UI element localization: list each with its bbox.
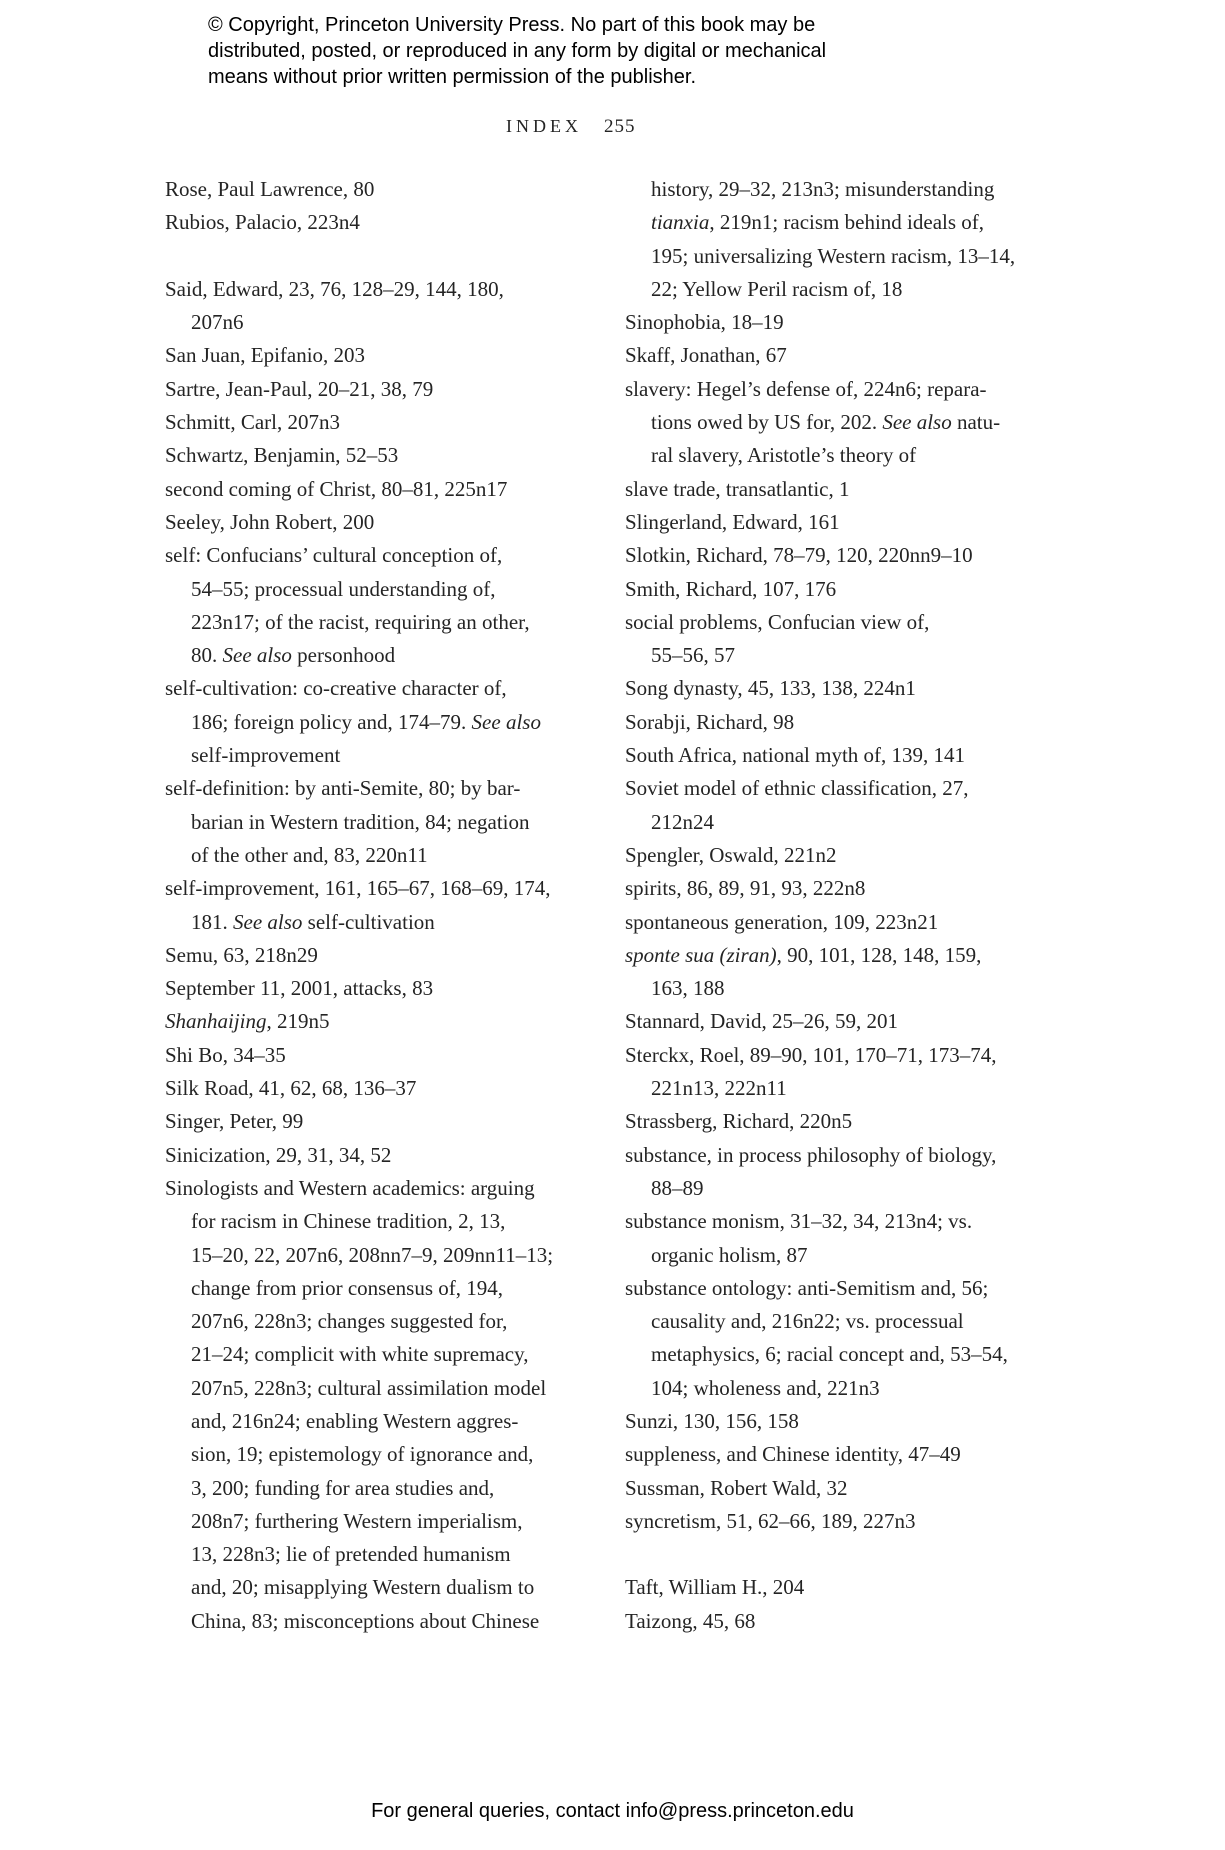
index-line	[165, 539, 615, 572]
index-line	[165, 1338, 615, 1371]
text-run: for racism in Chinese tradition, 2, 13,	[191, 1209, 506, 1234]
index-line	[625, 1105, 1055, 1138]
text-run: tions owed by US for, 202.	[651, 410, 883, 435]
index-line	[165, 1438, 615, 1471]
index-blank-line	[625, 1538, 1055, 1571]
text-run: ral slavery, Aristotle’s theory of	[651, 443, 917, 468]
text-run: Sterckx, Roel, 89–90, 101, 170–71, 173–74,	[625, 1042, 997, 1067]
index-line	[625, 240, 1055, 273]
text-run: 21–24; complicit with white supremacy,	[191, 1342, 529, 1367]
text-run: 181.	[191, 909, 233, 934]
index-line	[165, 1239, 615, 1272]
text-run: Slingerland, Edward, 161	[625, 509, 840, 534]
index-title: INDEX	[506, 116, 582, 136]
index-line	[625, 339, 1055, 372]
index-line	[165, 439, 615, 472]
index-line	[625, 939, 1055, 972]
text-run: self-improvement, 161, 165–67, 168–69, 174,	[165, 876, 551, 901]
text-run: Stannard, David, 25–26, 59, 201	[625, 1009, 898, 1034]
index-line	[625, 1571, 1055, 1604]
index-line	[165, 672, 615, 705]
text-run: self-cultivation	[302, 909, 435, 934]
index-line	[165, 1005, 615, 1038]
text-run: of the other and, 83, 220n11	[191, 842, 428, 867]
text-run: Taft, William H., 204	[625, 1575, 805, 1600]
text-run: causality and, 216n22; vs. processual	[651, 1309, 964, 1334]
index-line	[625, 1272, 1055, 1305]
text-run: Sinologists and Western academics: arguing	[165, 1175, 535, 1200]
text-run: 88–89	[651, 1175, 704, 1200]
text-run: Silk Road, 41, 62, 68, 136–37	[165, 1076, 417, 1101]
text-run: self-definition: by anti-Semite, 80; by bar-	[165, 776, 521, 801]
index-line	[165, 406, 615, 439]
index-line	[625, 306, 1055, 339]
text-run: 223n17; of the racist, requiring an other,	[191, 609, 530, 634]
text-run: China, 83; misconceptions about Chinese	[191, 1608, 540, 1633]
text-run: Spengler, Oswald, 221n2	[625, 842, 837, 867]
copyright-line: © Copyright, Princeton University Press. No part of this book may be	[208, 14, 816, 36]
index-column-right	[625, 173, 1055, 1638]
text-run: Sinophobia, 18–19	[625, 310, 784, 335]
index-line	[165, 1072, 615, 1105]
text-run: spontaneous generation, 109, 223n21	[625, 909, 939, 934]
index-line	[625, 273, 1055, 306]
text-run: 208n7; furthering Western imperialism,	[191, 1508, 523, 1533]
index-line	[625, 1605, 1055, 1638]
text-run: spirits, 86, 89, 91, 93, 222n8	[625, 876, 866, 901]
text-run: Sunzi, 130, 156, 158	[625, 1408, 799, 1433]
index-line	[625, 1039, 1055, 1072]
index-line	[625, 1072, 1055, 1105]
index-line	[625, 1505, 1055, 1538]
index-line	[165, 506, 615, 539]
index-line	[165, 772, 615, 805]
index-line	[165, 339, 615, 372]
text-run: 207n5, 228n3; cultural assimilation model	[191, 1375, 547, 1400]
text-run: 207n6, 228n3; changes suggested for,	[191, 1309, 508, 1334]
index-blank-line	[165, 240, 615, 273]
text-run: Shi Bo, 34–35	[165, 1042, 286, 1067]
text-run: Sartre, Jean-Paul, 20–21, 38, 79	[165, 376, 434, 401]
index-line	[165, 1139, 615, 1172]
index-line	[625, 573, 1055, 606]
index-column-left	[165, 173, 615, 1638]
text-run: 195; universalizing Western racism, 13–14,	[651, 243, 1016, 268]
index-line	[625, 839, 1055, 872]
index-line	[625, 1172, 1055, 1205]
text-run: Seeley, John Robert, 200	[165, 509, 375, 534]
index-line	[165, 1538, 615, 1571]
text-run: barian in Western tradition, 84; negation	[191, 809, 530, 834]
page-number: 255	[604, 116, 636, 137]
text-run: personhood	[291, 643, 396, 668]
copyright-notice	[208, 12, 826, 90]
index-line	[165, 906, 615, 939]
index-line	[625, 206, 1055, 239]
index-line	[625, 1405, 1055, 1438]
index-line	[165, 739, 615, 772]
text-run: 221n13, 222n11	[651, 1076, 787, 1101]
index-line	[625, 506, 1055, 539]
copyright-line: distributed, posted, or reproduced in any form by digital or mechanical	[208, 40, 827, 62]
index-line	[165, 706, 615, 739]
text-run: 55–56, 57	[651, 643, 735, 668]
index-line	[165, 806, 615, 839]
running-head	[506, 116, 636, 138]
text-run: 15–20, 22, 207n6, 208nn7–9, 209nn11–13;	[191, 1242, 554, 1267]
index-line	[165, 1372, 615, 1405]
text-run: South Africa, national myth of, 139, 141	[625, 743, 966, 768]
text-run: substance monism, 31–32, 34, 213n4; vs.	[625, 1209, 973, 1234]
index-line	[625, 373, 1055, 406]
index-line	[625, 1372, 1055, 1405]
italic-text-run: See also	[233, 909, 303, 934]
text-run: self-improvement	[191, 743, 341, 768]
index-line	[165, 273, 615, 306]
index-line	[625, 1205, 1055, 1238]
index-line	[165, 639, 615, 672]
text-run: Song dynasty, 45, 133, 138, 224n1	[625, 676, 916, 701]
index-line	[625, 872, 1055, 905]
text-run: 207n6	[191, 310, 244, 335]
text-run: Skaff, Jonathan, 67	[625, 343, 787, 368]
italic-text-run: See also	[882, 410, 952, 435]
text-run: San Juan, Epifanio, 203	[165, 343, 366, 368]
index-line	[625, 1438, 1055, 1471]
text-run: self: Confucians’ cultural conception of,	[165, 543, 503, 568]
text-run: substance ontology: anti-Semitism and, 56;	[625, 1275, 989, 1300]
index-line	[165, 1039, 615, 1072]
text-run: and, 20; misapplying Western dualism to	[191, 1575, 535, 1600]
copyright-line: means without prior written permission of the publisher.	[208, 66, 697, 88]
italic-text-run: See also	[471, 709, 541, 734]
index-line	[625, 672, 1055, 705]
text-run: natu-	[951, 410, 1001, 435]
index-line	[165, 1272, 615, 1305]
text-run: Rose, Paul Lawrence, 80	[165, 177, 375, 201]
index-line	[625, 406, 1055, 439]
text-run: organic holism, 87	[651, 1242, 808, 1267]
text-run: Sinicization, 29, 31, 34, 52	[165, 1142, 392, 1167]
index-line	[625, 1239, 1055, 1272]
index-line	[165, 306, 615, 339]
text-run: syncretism, 51, 62–66, 189, 227n3	[625, 1508, 916, 1533]
index-line	[165, 1605, 615, 1638]
index-line	[165, 473, 615, 506]
index-line	[625, 1338, 1055, 1371]
index-line	[165, 1305, 615, 1338]
index-line	[165, 1505, 615, 1538]
text-run: Rubios, Palacio, 223n4	[165, 210, 360, 235]
text-run: and, 216n24; enabling Western aggres-	[191, 1408, 519, 1433]
index-line	[165, 206, 615, 239]
text-run: slavery: Hegel’s defense of, 224n6; repara-	[625, 376, 987, 401]
index-line	[625, 1305, 1055, 1338]
italic-text-run: sponte sua (ziran)	[625, 942, 777, 967]
index-line	[625, 539, 1055, 572]
text-run: 13, 228n3; lie of pretended humanism	[191, 1542, 511, 1567]
text-run: Sussman, Robert Wald, 32	[625, 1475, 848, 1500]
text-run: Schmitt, Carl, 207n3	[165, 410, 340, 435]
index-line	[625, 1472, 1055, 1505]
text-run: 212n24	[651, 809, 714, 834]
text-run: substance, in process philosophy of biology,	[625, 1142, 997, 1167]
index-line	[165, 606, 615, 639]
footer-contact-line: For general queries, contact info@press.princeton.edu	[371, 1800, 854, 1822]
italic-text-run: See also	[222, 643, 292, 668]
index-line	[625, 473, 1055, 506]
index-line	[165, 839, 615, 872]
text-run: 80.	[191, 643, 223, 668]
index-line	[165, 1172, 615, 1205]
index-line	[625, 1005, 1055, 1038]
index-line	[625, 706, 1055, 739]
text-run: change from prior consensus of, 194,	[191, 1275, 504, 1300]
index-line	[165, 972, 615, 1005]
text-run: Schwartz, Benjamin, 52–53	[165, 443, 399, 468]
text-run: 22; Yellow Peril racism of, 18	[651, 276, 903, 301]
index-line	[625, 1139, 1055, 1172]
index-line	[165, 1571, 615, 1604]
text-run: 54–55; processual understanding of,	[191, 576, 496, 601]
text-run: Singer, Peter, 99	[165, 1109, 304, 1134]
text-run: 186; foreign policy and, 174–79.	[191, 709, 472, 734]
text-run: 104; wholeness and, 221n3	[651, 1375, 880, 1400]
index-line	[625, 639, 1055, 672]
index-line	[625, 439, 1055, 472]
text-run: Slotkin, Richard, 78–79, 120, 220nn9–10	[625, 543, 973, 568]
text-run: , 219n1; racism behind ideals of,	[709, 210, 985, 235]
index-line	[165, 373, 615, 406]
text-run: , 219n5	[266, 1009, 330, 1034]
index-line	[625, 906, 1055, 939]
text-run: 163, 188	[651, 976, 725, 1001]
text-run: September 11, 2001, attacks, 83	[165, 976, 434, 1001]
text-run: social problems, Confucian view of,	[625, 609, 930, 634]
text-run: Said, Edward, 23, 76, 128–29, 144, 180,	[165, 276, 504, 301]
text-run: sion, 19; epistemology of ignorance and,	[191, 1442, 534, 1467]
index-line	[625, 772, 1055, 805]
index-line	[165, 872, 615, 905]
index-line	[165, 1105, 615, 1138]
text-run: Soviet model of ethnic classification, 27,	[625, 776, 969, 801]
text-run: metaphysics, 6; racial concept and, 53–54,	[651, 1342, 1008, 1367]
index-line	[625, 173, 1055, 206]
text-run: second coming of Christ, 80–81, 225n17	[165, 476, 508, 501]
index-line	[625, 972, 1055, 1005]
text-run: 3, 200; funding for area studies and,	[191, 1475, 495, 1500]
text-run: self-cultivation: co-creative character of,	[165, 676, 507, 701]
text-run: slave trade, transatlantic, 1	[625, 476, 850, 501]
index-line	[165, 1405, 615, 1438]
index-line	[625, 739, 1055, 772]
italic-text-run: Shanhaijing	[165, 1009, 267, 1034]
text-run: history, 29–32, 213n3; misunderstanding	[651, 177, 995, 201]
text-run: , 90, 101, 128, 148, 159,	[776, 942, 982, 967]
text-run: Taizong, 45, 68	[625, 1608, 756, 1633]
index-line	[165, 1205, 615, 1238]
text-run: Semu, 63, 218n29	[165, 942, 318, 967]
text-run: Strassberg, Richard, 220n5	[625, 1109, 853, 1134]
text-run: suppleness, and Chinese identity, 47–49	[625, 1442, 961, 1467]
text-run: Smith, Richard, 107, 176	[625, 576, 837, 601]
index-line	[165, 173, 615, 206]
index-line	[165, 1472, 615, 1505]
index-line	[165, 939, 615, 972]
text-run: Sorabji, Richard, 98	[625, 709, 795, 734]
index-line	[165, 573, 615, 606]
italic-text-run: tianxia	[651, 210, 710, 235]
index-line	[625, 806, 1055, 839]
index-line	[625, 606, 1055, 639]
